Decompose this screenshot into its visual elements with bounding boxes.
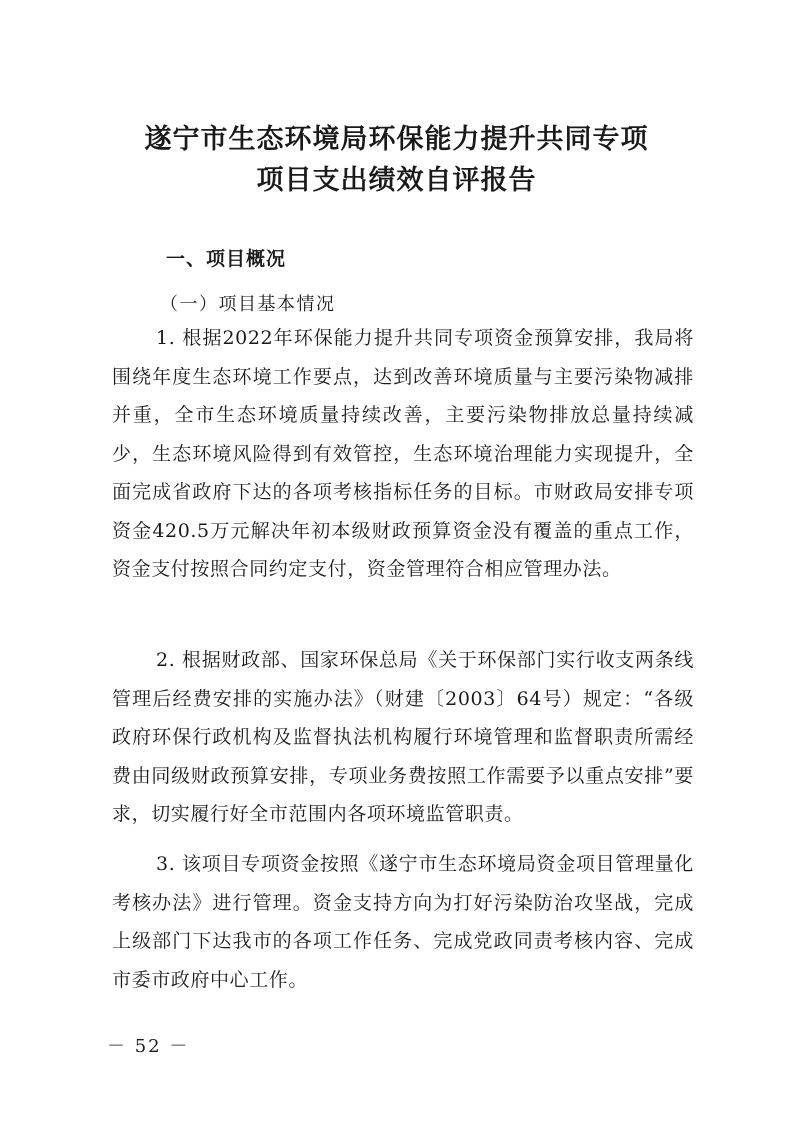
- report-title-line-2: 项目支出绩效自评报告: [256, 165, 537, 196]
- section-subheading: （一）项目基本情况: [160, 294, 336, 315]
- page-number: － 52 －: [107, 1036, 190, 1057]
- report-title-line-1: 遂宁市生态环境局环保能力提升共同专项: [144, 124, 649, 155]
- paragraph-2: 2. 根据财政部、国家环保总局《关于环保部门实行收支两条线管理后经费安排的实施办法》（财建〔2003〕64号）规定：“各级政府环保行政机构及监督执法机构履行环境管理和监督职责所需经费由同级财政预算安排，专项业务费按照工作需要予以重点安排”要求，切实履行好全市范围内各项环境监管职责。: [112, 649, 694, 825]
- section-heading: 一、项目概况: [166, 248, 287, 270]
- paragraph-1: 1. 根据2022年环保能力提升共同专项资金预算安排，我局将围绕年度生态环境工作要点，达到改善环境质量与主要污染物减排并重，全市生态环境质量持续改善，主要污染物排放总量持续减少，生态环境风险得到有效管控，生态环境治理能力实现提升，全面完成省政府下达的各项考核指标任务的目标。市财政局安排专项资金420.5万元解决年初本级财政预算资金没有覆盖的重点工作，资金支付按照合同约定支付，资金管理符合相应管理办法。: [112, 327, 694, 580]
- paragraph-3: 3. 该项目专项资金按照《遂宁市生态环境局资金项目管理量化考核办法》进行管理。资金支持方向为打好污染防治攻坚战，完成上级部门下达我市的各项工作任务、完成党政同责考核内容、完成市委市政府中心工作。: [112, 853, 694, 991]
